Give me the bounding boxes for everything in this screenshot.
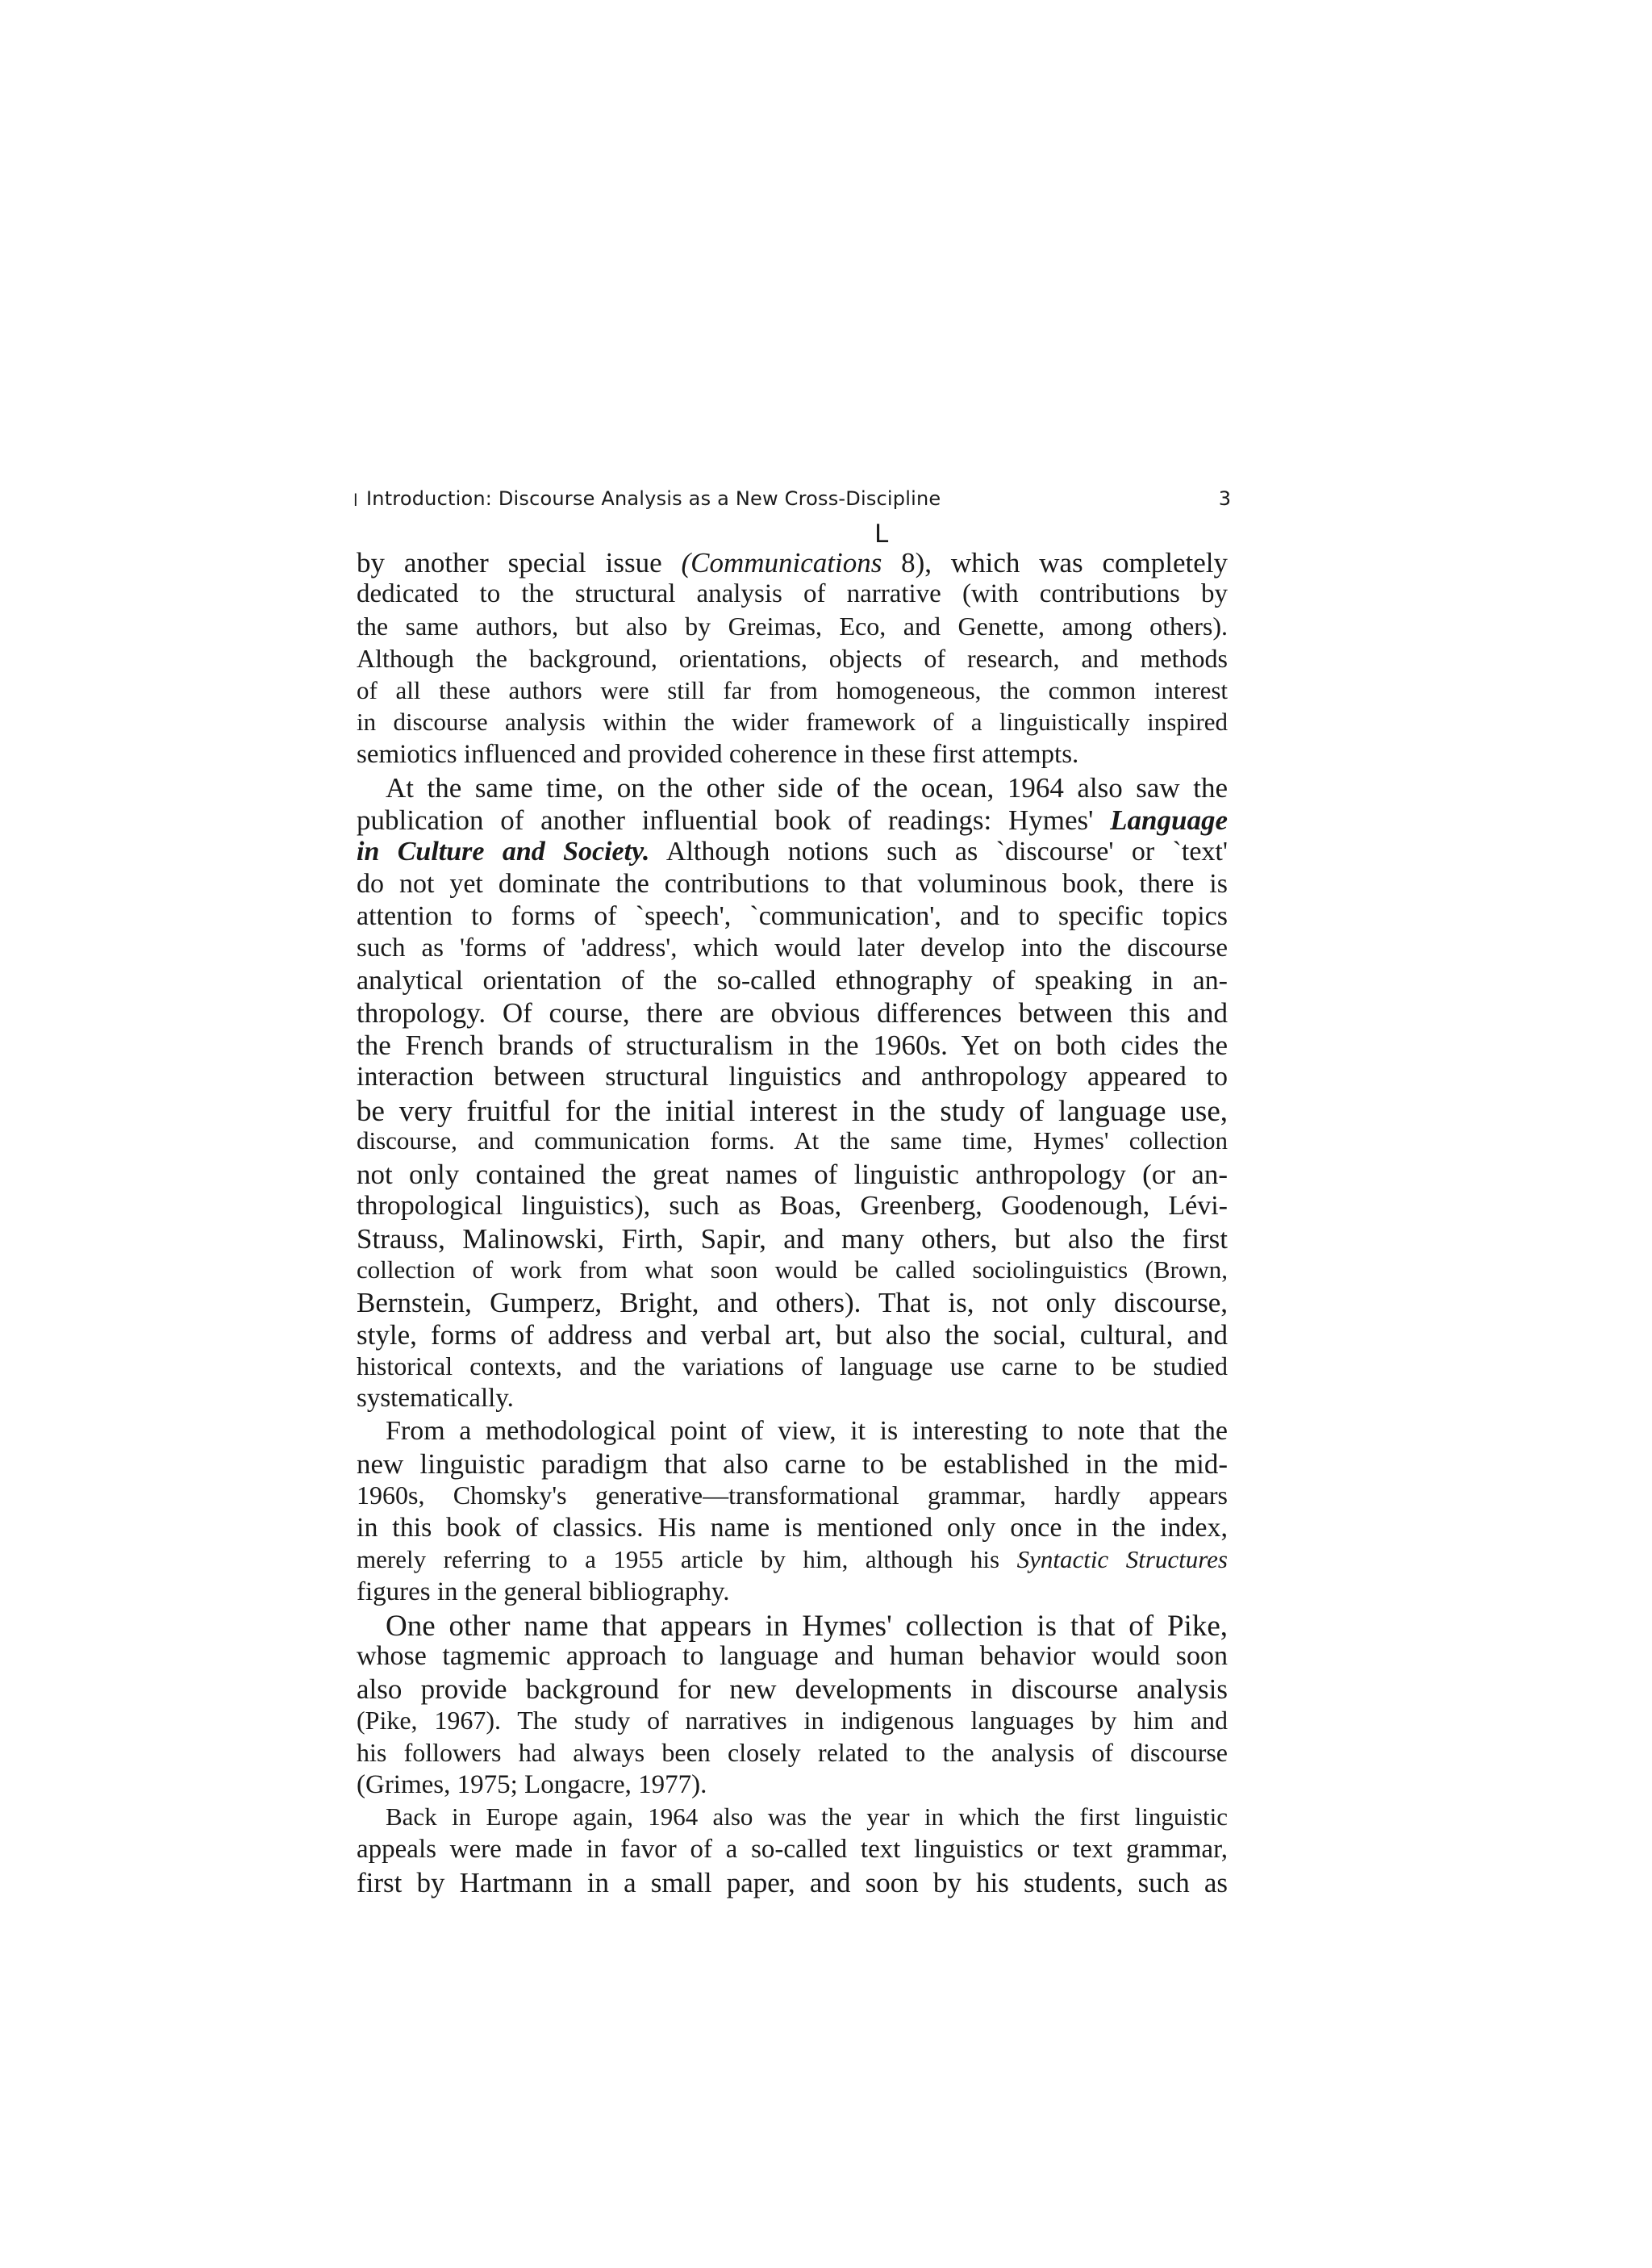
text-line: such as 'forms of 'address', which would later develop into the discourse [357, 933, 1228, 963]
text-line: whose tagmemic approach to language and human behavior would soon [357, 1641, 1228, 1672]
text-line: analytical orientation of the so-called ethnography of speaking in an- [357, 965, 1228, 996]
text-line: semiotics influenced and provided coherence in these first attempts. [357, 740, 1079, 770]
text-line: interaction between structural linguistics and anthropology appeared to [357, 1062, 1228, 1092]
text-line: (Pike, 1967). The study of narratives in indigenous languages by him and [357, 1706, 1228, 1735]
text-line: also provide background for new developments in discourse analysis [357, 1673, 1228, 1706]
text-line: Bernstein, Gumperz, Bright, and others). That is, not only discourse, [357, 1287, 1228, 1319]
text-line: (Grimes, 1975; Longacre, 1977). [357, 1769, 707, 1799]
text-line: collection of work from what soon would be called sociolinguistics (Brown, [357, 1255, 1228, 1284]
text-line: historical contexts, and the variations of language use carne to be studied [357, 1351, 1228, 1381]
running-header [353, 487, 1231, 515]
text-line: One other name that appears in Hymes' collection is that of Pike, [386, 1610, 1228, 1644]
text-line: attention to forms of `speech', `communication', and to specific topics [357, 900, 1228, 931]
text-line: by another special issue (Communications 8), which was completely [357, 547, 1229, 578]
margin-mark: l [353, 491, 358, 510]
text-line: new linguistic paradigm that also carne to be established in the mid- [357, 1447, 1228, 1480]
text-line: in this book of classics. His name is mentioned only once in the index, [357, 1512, 1228, 1543]
text-line: style, forms of address and verbal art, but also the social, cultural, and [357, 1319, 1228, 1351]
text-line: Strauss, Malinowski, Firth, Sapir, and many others, but also the first [357, 1222, 1228, 1255]
text-line: the French brands of structuralism in the 1960s. Yet on both cides the [357, 1030, 1228, 1062]
text-line: his followers had always been closely related to the analysis of discourse [357, 1737, 1228, 1767]
text-line: of all these authors were still far from homogeneous, the common interest [357, 675, 1228, 704]
text-line: publication of another influential book of readings: Hymes' Language [357, 804, 1228, 837]
text-line: dedicated to the structural analysis of narrative (with contributions by [357, 578, 1228, 608]
text-line: Back in Europe again, 1964 also was the year in which the first linguistic [386, 1802, 1228, 1831]
text-line: not only contained the great names of linguistic anthropology (or an- [357, 1158, 1228, 1190]
text-line: 1960s, Chomsky's generative—transformational grammar, hardly appears [357, 1480, 1228, 1510]
text-line: appeals were made in favor of a so-called text linguistics or text grammar, [357, 1834, 1228, 1864]
body-text [357, 547, 1228, 1898]
text-line: in Culture and Society. Although notions such as `discourse' or `text' [357, 837, 1228, 867]
text-line: systematically. [357, 1384, 514, 1414]
text-line: in discourse analysis within the wider framework of a linguistically inspired [357, 708, 1228, 737]
text-line: merely referring to a 1955 article by him, although his Syntactic Structures [357, 1544, 1228, 1573]
text-line: be very fruitful for the initial interest in the study of language use, [357, 1095, 1228, 1129]
text-line: the same authors, but also by Greimas, Eco, and Genette, among others). [357, 611, 1228, 641]
text-line: At the same time, on the other side of the ocean, 1964 also saw the [386, 772, 1228, 804]
text-line: do not yet dominate the contributions to that voluminous book, there is [357, 868, 1228, 899]
stray-glyph: L [874, 520, 889, 549]
text-line: thropological linguistics), such as Boas, Greenberg, Goodenough, Lévi- [357, 1190, 1228, 1221]
text-line: figures in the general bibliography. [357, 1577, 730, 1606]
text-line: first by Hartmann in a small paper, and soon by his students, such as [357, 1866, 1228, 1898]
text-line: From a methodological point of view, it is interesting to note that the [386, 1416, 1228, 1447]
text-line: thropology. Of course, there are obvious differences between this and [357, 997, 1228, 1030]
text-line: Although the background, orientations, objects of research, and methods [357, 643, 1228, 673]
running-title: Introduction: Discourse Analysis as a New Cross-Discipline [366, 487, 941, 510]
page-number: 3 [1218, 487, 1231, 510]
text-line: discourse, and communication forms. At the same time, Hymes' collection [357, 1126, 1228, 1155]
